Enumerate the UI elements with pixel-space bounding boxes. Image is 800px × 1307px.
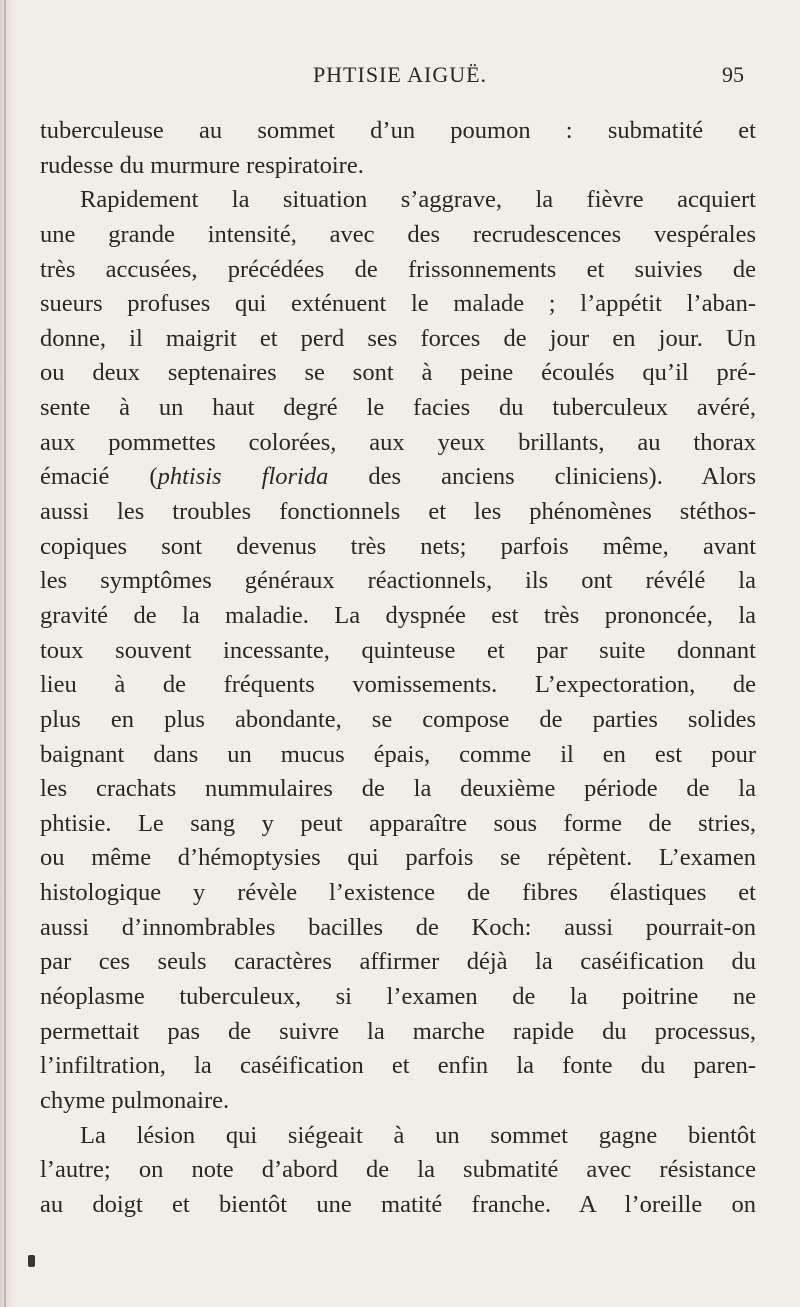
- text-line: Rapidement la situation s’aggrave, la fièvre acquiert: [80, 186, 756, 214]
- text-line: les crachats nummulaires de la deuxième période de la: [40, 775, 756, 803]
- text-segment: des anciens cliniciens). Alors: [328, 463, 756, 491]
- text-line: chyme pulmonaire.: [40, 1086, 230, 1114]
- text-line: une grande intensité, avec des recrudescences vespérales: [40, 220, 756, 248]
- text-line: [40, 460, 756, 495]
- page-gutter-shadow: [0, 0, 14, 1307]
- text-line: néoplasme tuberculeux, si l’examen de la poitrine ne: [40, 983, 756, 1011]
- text-line: ou même d’hémoptysies qui parfois se répètent. L’examen: [40, 844, 756, 872]
- running-title: PHTISIE AIGUË.: [312, 62, 488, 87]
- page-number: 95: [722, 62, 744, 87]
- text-line: permettait pas de suivre la marche rapide du processus,: [40, 1017, 756, 1045]
- text-line: phtisie. Le sang y peut apparaître sous forme de stries,: [40, 809, 756, 837]
- page-binding-edge: [4, 0, 6, 1307]
- body-text: [40, 114, 756, 1223]
- text-line: histologique y révèle l’existence de fibres élastiques et: [40, 879, 756, 907]
- text-line: aussi les troubles fonctionnels et les phénomènes stéthos-: [40, 498, 756, 526]
- text-line: baignant dans un mucus épais, comme il en est pour: [40, 740, 756, 768]
- text-line: sueurs profuses qui exténuent le malade ; l’appétit l’aban-: [40, 290, 756, 318]
- ink-mark: [28, 1255, 35, 1267]
- text-line: au doigt et bientôt une matité franche. A l’oreille on: [40, 1190, 756, 1218]
- text-line: les symptômes généraux réactionnels, ils ont révélé la: [40, 567, 756, 595]
- text-segment: émacié (: [40, 463, 158, 491]
- text-line: aux pommettes colorées, aux yeux brillants, au thorax: [40, 428, 756, 456]
- text-line: La lésion qui siégeait à un sommet gagne bientôt: [80, 1121, 756, 1149]
- text-line: plus en plus abondante, se compose de parties solides: [40, 705, 756, 733]
- text-line: l’autre; on note d’abord de la submatité avec résistance: [40, 1156, 756, 1184]
- text-line: aussi d’innombrables bacilles de Koch: aussi pourrait-on: [40, 913, 756, 941]
- text-line: tuberculeuse au sommet d’un poumon : submatité et: [40, 117, 756, 144]
- text-line: très accusées, précédées de frissonnements et suivies de: [40, 255, 756, 283]
- text-line: ou deux septenaires se sont à peine écoulés qu’il pré-: [40, 359, 756, 387]
- running-head: [0, 62, 800, 90]
- text-line: toux souvent incessante, quinteuse et par suite donnant: [40, 636, 756, 664]
- text-line: l’infiltration, la caséification et enfin la fonte du paren-: [40, 1052, 756, 1080]
- text-line: rudesse du murmure respiratoire.: [40, 151, 364, 179]
- text-line: copiques sont devenus très nets; parfois même, avant: [40, 532, 756, 560]
- text-line: donne, il maigrit et perd ses forces de jour en jour. Un: [40, 324, 756, 352]
- text-line: lieu à de fréquents vomissements. L’expectoration, de: [40, 671, 756, 699]
- text-line: sente à un haut degré le facies du tuberculeux avéré,: [40, 394, 756, 422]
- italic-term: phtisis florida: [157, 463, 329, 491]
- text-line: par ces seuls caractères affirmer déjà la caséification du: [40, 948, 756, 976]
- text-line: gravité de la maladie. La dyspnée est très prononcée, la: [40, 601, 756, 629]
